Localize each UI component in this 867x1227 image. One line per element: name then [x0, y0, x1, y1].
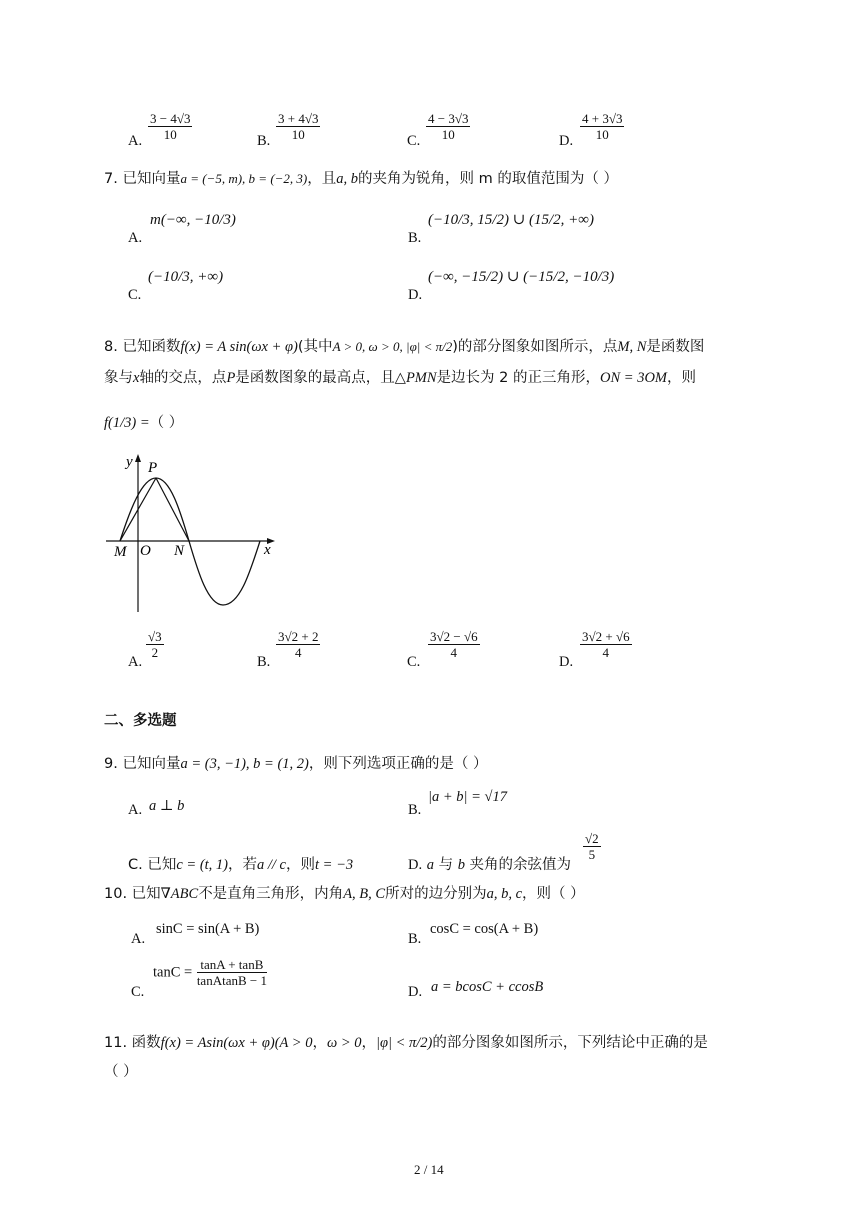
q7-option-b-value: (−10/3, 15/2) ∪ (15/2, +∞)	[428, 212, 594, 228]
graph-label-x: x	[264, 542, 271, 558]
q9-option-b-value: |a + b| = √17	[428, 789, 507, 805]
graph-label-y: y	[126, 454, 133, 470]
q10-option-c-value: tanC = $\frac{\tan A + \tan B}{\text{tanAtanB − 1}}$	[153, 957, 267, 988]
q7-option-d-value: (−∞, −15/2) ∪ (−15/2, −10/3)	[428, 269, 615, 285]
q8-stem-line3: f(1/3) =（ ）	[104, 415, 184, 431]
q8-option-d-value: $\frac{3√2 + √6}{4}$	[582, 629, 630, 660]
q7-option-a-value: m(−∞, −10/3)	[150, 212, 236, 228]
graph-label-p: P	[148, 460, 158, 476]
q9-option-d-fraction: $\frac{√2}{5}$	[585, 831, 599, 862]
q11-stem: 11. 函数f(x) = Asin(ωx + φ)(A > 0，ω > 0，|φ| < π/2)的部分图象如图所示，下列结论中正确的是	[104, 1035, 708, 1051]
graph-label-m: M	[114, 544, 127, 560]
q10-option-b-value: cosC = cos(A + B)	[430, 921, 539, 937]
q6-option-d-value: $\frac{4 + 3√3}{10}$	[582, 111, 623, 142]
q8-option-c-value: $\frac{3√2 - √6}{4}$	[430, 629, 478, 660]
q6-option-d-label: D.	[559, 133, 574, 149]
q7-option-c-value: (−10/3, +∞)	[148, 269, 224, 285]
q8-option-c-label: C.	[407, 654, 421, 670]
graph-label-o: O	[140, 543, 151, 559]
y-axis-arrow	[135, 454, 141, 462]
q8-option-d-label: D.	[559, 654, 574, 670]
q9-stem: 9. 已知向量a = (3, −1), b = (1, 2)，则下列选项正确的是（ ）	[104, 756, 488, 772]
q7-option-d-label: D.	[408, 287, 423, 303]
graph-label-n: N	[174, 543, 185, 559]
q9-option-b-label: B.	[408, 802, 422, 818]
q10-option-a-label: A.	[131, 931, 146, 947]
q8-option-b-value: $\frac{3√2 + 2}{4}$	[278, 629, 319, 660]
q9-option-d: D. a 与 b 夹角的余弦值为	[408, 857, 572, 873]
q8-option-a-value: $\frac{√3}{2}$	[148, 629, 162, 660]
q8-function-graph	[100, 450, 280, 615]
q6-option-c-value: $\frac{4 - 3√3}{10}$	[428, 111, 469, 142]
q9-option-a-value: a ⊥ b	[149, 798, 185, 814]
q10-option-b-label: B.	[408, 931, 422, 947]
q9-option-a-label: A.	[128, 802, 143, 818]
q6-option-c-label: C.	[407, 133, 421, 149]
q7-stem: 7. 已知向量a = (−5, m), b = (−2, 3)，且a, b的夹角为锐角，则 m 的取值范围为（ ）	[104, 171, 618, 187]
q8-option-a-label: A.	[128, 654, 143, 670]
q10-option-d-value: a = bcosC + ccosB	[431, 979, 544, 995]
q10-option-c-label: C.	[131, 984, 145, 1000]
q6-option-a-value: $\frac{3 - 4√3}{10}$	[150, 111, 191, 142]
q8-stem-line2: 象与x轴的交点，点P是函数图象的最高点，且△PMN是边长为 2 的正三角形，ON = 3OM，则	[104, 370, 696, 386]
page-number: 2 / 14	[414, 1162, 444, 1177]
q9-option-c: C. 已知c = (t, 1)，若a // c，则t = −3	[128, 857, 354, 873]
q8-option-b-label: B.	[257, 654, 271, 670]
q10-option-a-value: sinC = sin(A + B)	[156, 921, 260, 937]
q7-option-c-label: C.	[128, 287, 142, 303]
q6-option-b-value: $\frac{3 + 4√3}{10}$	[278, 111, 319, 142]
q7-option-a-label: A.	[128, 230, 143, 246]
q6-option-b-label: B.	[257, 133, 271, 149]
section-title-multiple-choice: 二、多选题	[104, 713, 177, 729]
q8-stem-line1: 8. 已知函数f(x) = A sin(ωx + φ)(其中A > 0, ω > 0, |φ| < π/2)的部分图象如图所示，点M, N是函数图	[104, 339, 705, 355]
q11-answer-paren: （ ）	[104, 1064, 138, 1080]
q10-option-d-label: D.	[408, 984, 423, 1000]
q10-stem: 10. 已知∇ABC不是直角三角形，内角A, B, C所对的边分别为a, b, c，则（ ）	[104, 886, 585, 902]
q7-option-b-label: B.	[408, 230, 422, 246]
triangle-side-pn	[156, 478, 189, 541]
q6-option-a-label: A.	[128, 133, 143, 149]
